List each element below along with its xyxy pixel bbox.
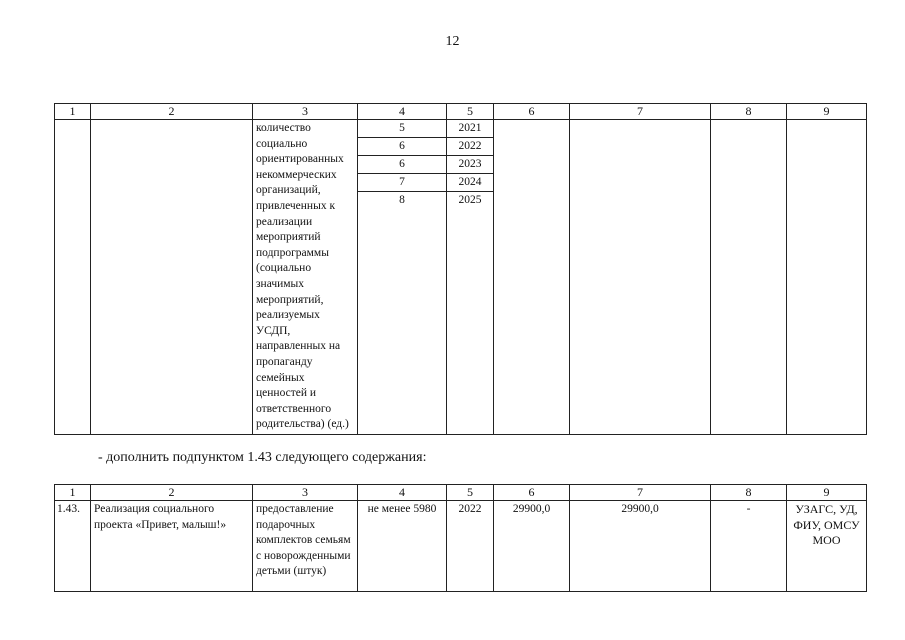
header-col-6: 6 (494, 104, 570, 120)
indicator-text: количество социально ориентированных некоммерческих организаций, привлеченных к реализации мероприятий подпрограммы (социально значимых мероприятий, реализуемых УСДП, направленных на пропаганду семейных ценностей и ответственного родительства) (ед.) (256, 122, 349, 431)
indicator-cell: предоставление подарочных комплектов семьям с новорожденными детьми (штук) (253, 501, 358, 592)
header-col-9: 9 (787, 485, 867, 501)
values-list (358, 120, 446, 209)
header-col-7: 7 (570, 104, 711, 120)
year-item: 2024 (447, 174, 493, 192)
years-list (447, 120, 493, 209)
header-col-3: 3 (253, 485, 358, 501)
header-col-4: 4 (358, 485, 447, 501)
value-item: 6 (358, 138, 446, 156)
cell-empty (787, 120, 867, 435)
cell-empty (570, 120, 711, 435)
value-item: 6 (358, 156, 446, 174)
header-col-2: 2 (91, 485, 253, 501)
header-col-2: 2 (91, 104, 253, 120)
header-col-5: 5 (447, 485, 494, 501)
page-number: 12 (445, 34, 460, 49)
header-col-1: 1 (55, 485, 91, 501)
header-col-3: 3 (253, 104, 358, 120)
table-header-row (55, 485, 867, 501)
value-item: 7 (358, 174, 446, 192)
year-item: 2025 (458, 194, 482, 206)
years-cell (447, 120, 494, 435)
year-item: 2022 (447, 138, 493, 156)
header-col-8: 8 (711, 485, 787, 501)
header-col-5: 5 (447, 104, 494, 120)
value-item: 8 (399, 194, 405, 206)
target-value: не менее 5980 (358, 501, 447, 592)
cell-empty (494, 120, 570, 435)
table-header-row (55, 104, 867, 120)
values-cell (358, 120, 447, 435)
indicator-cell (253, 120, 358, 435)
amendment-note: - дополнить подпунктом 1.43 следующего содержания: (98, 450, 427, 465)
year-item: 2021 (447, 120, 493, 138)
table-row (55, 120, 867, 435)
header-col-8: 8 (711, 104, 787, 120)
header-col-6: 6 (494, 485, 570, 501)
cell-empty (711, 120, 787, 435)
header-col-1: 1 (55, 104, 91, 120)
table-row (55, 501, 867, 592)
header-col-4: 4 (358, 104, 447, 120)
project-name: Реализация социального проекта «Привет, малыш!» (91, 501, 253, 592)
cell-empty (55, 120, 91, 435)
value-item: 5 (358, 120, 446, 138)
year-item: 2023 (447, 156, 493, 174)
table-addition (54, 484, 867, 592)
year-cell: 2022 (447, 501, 494, 592)
header-col-7: 7 (570, 485, 711, 501)
dash-cell: - (711, 501, 787, 592)
funding-cell: 29900,0 (494, 501, 570, 592)
table-continuation (54, 103, 867, 435)
item-number: 1.43. (55, 501, 91, 592)
cell-empty (91, 120, 253, 435)
funding-cell: 29900,0 (570, 501, 711, 592)
header-col-9: 9 (787, 104, 867, 120)
executors-cell: УЗАГС, УД, ФИУ, ОМСУ МОО (787, 501, 867, 592)
